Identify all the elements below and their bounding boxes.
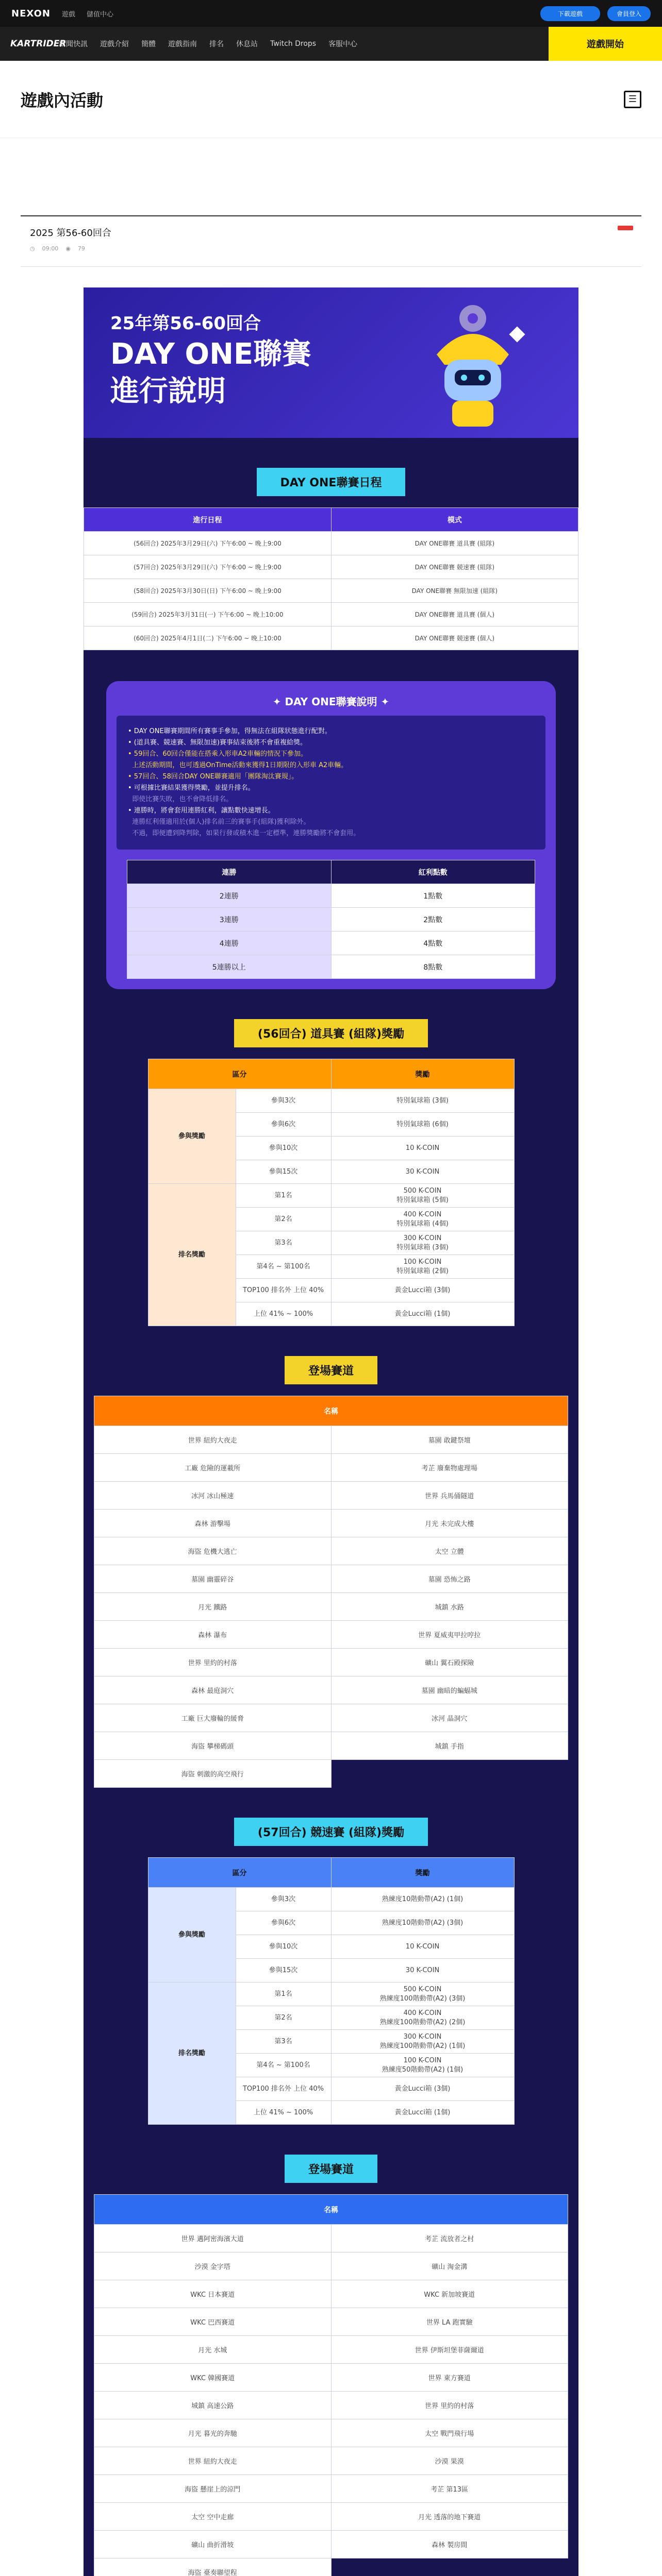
reward-prize: 400 K-COIN 熟練度100階動帶(A2) (2個) xyxy=(331,2006,514,2030)
table-row xyxy=(94,2336,568,2364)
schedule-header-mode: 模式 xyxy=(331,508,578,532)
track-name: 墓園 幽靈碎谷 xyxy=(94,1565,332,1593)
track-name: 礦山 淘金溝 xyxy=(331,2252,568,2280)
table-row xyxy=(94,1537,568,1565)
bonus-streak: 3連勝 xyxy=(127,908,332,931)
schedule-date: (56回合) 2025年3月29日(六) 下午6:00 ~ 晚上9:00 xyxy=(84,532,332,555)
nav-item-support[interactable]: 客服中心 xyxy=(328,40,358,48)
track-name: 月光 暮光的奔馳 xyxy=(94,2419,332,2447)
nav-item-twitch[interactable]: Twitch Drops xyxy=(270,40,317,48)
reward-condition: 參與3次 xyxy=(236,1888,331,1911)
track-name: 沙漠 果漠 xyxy=(331,2447,568,2475)
table-row xyxy=(84,626,578,650)
table-row xyxy=(94,1704,568,1732)
track-name: 墓園 敢鍵祭壇 xyxy=(331,1426,568,1454)
rules-line: 連勝紅利僅適用於(個人)排名前三的賽事手(組隊)獲利除外。 xyxy=(128,818,310,826)
reward-prize: 30 K-COIN xyxy=(331,1959,514,1982)
track-name xyxy=(331,2558,568,2576)
sparkle-icon: ✦ xyxy=(272,696,285,708)
track-name: 城鎮 手指 xyxy=(331,1732,568,1760)
reward-prize: 400 K-COIN 特別氣球箱 (4個) xyxy=(331,1208,514,1231)
track-name: 月光 未完成大樓 xyxy=(331,1510,568,1537)
nav-item-intro[interactable]: 遊戲介紹 xyxy=(100,40,129,48)
kartrider-logo[interactable]: KARTRIDER xyxy=(10,38,67,49)
eye-icon: ◉ xyxy=(65,245,71,252)
track-name: 考芷 廢棄物處理場 xyxy=(331,1454,568,1482)
track-name: 冰河 晶洞穴 xyxy=(331,1704,568,1732)
table-row xyxy=(148,1184,514,1208)
reward-prize: 黃金Lucci箱 (3個) xyxy=(331,2077,514,2101)
reward-condition: 第2名 xyxy=(236,1208,331,1231)
track-name: 月光 透落的地下賽道 xyxy=(331,2503,568,2531)
table-row xyxy=(94,2503,568,2531)
schedule-mode: DAY ONE聯賽 競速賽 (組隊) xyxy=(331,555,578,579)
reward-condition: 第3名 xyxy=(236,2030,331,2054)
track-name: 城鎮 水路 xyxy=(331,1593,568,1621)
mascot-illustration xyxy=(408,298,537,432)
reward-condition: 參與10次 xyxy=(236,1137,331,1160)
track-name: 海盜 懸崖上的涼門 xyxy=(94,2475,332,2503)
track-name: 世界 里約的村落 xyxy=(331,2392,568,2419)
reward-header-prize: 獎勵 xyxy=(331,1059,514,1089)
table-row xyxy=(84,603,578,626)
track-name: 世界 紐約大夜走 xyxy=(94,1426,332,1454)
track-name: 世界 紐約大夜走 xyxy=(94,2447,332,2475)
speed-reward-table xyxy=(148,1857,515,2125)
bonus-points: 1點數 xyxy=(331,884,535,908)
reward-condition: 參與15次 xyxy=(236,1959,331,1982)
track-name: 礦山 曲折滑坡 xyxy=(94,2531,332,2558)
reward-group: 參與獎勵 xyxy=(148,1888,236,1982)
track-name: 世界 兵馬俑隧道 xyxy=(331,1482,568,1510)
reward-prize: 10 K-COIN xyxy=(331,1137,514,1160)
table-row xyxy=(94,1426,568,1454)
main-nav xyxy=(0,27,662,61)
track-name: 世界 東方賽道 xyxy=(331,2364,568,2392)
track-name: 世界 LA 跑實驗 xyxy=(331,2308,568,2336)
reward-header-prize: 獎勵 xyxy=(331,1858,514,1888)
reward-condition: 參與10次 xyxy=(236,1935,331,1959)
table-row xyxy=(94,2392,568,2419)
table-row xyxy=(94,2558,568,2576)
reward-condition: 第4名 ~ 第100名 xyxy=(236,2054,331,2077)
table-row xyxy=(94,1593,568,1621)
speed-tracks-table xyxy=(94,2194,568,2576)
reward-condition: TOP100 排名外 上位 40% xyxy=(236,1279,331,1302)
track-name: WKC 日本賽道 xyxy=(94,2280,332,2308)
track-name: 冰河 冰山極速 xyxy=(94,1482,332,1510)
track-name: 城鎮 高速公路 xyxy=(94,2392,332,2419)
nav-item-guide-simple[interactable]: 簡體 xyxy=(141,40,156,48)
track-name: 世界 夏威夷甲拉哼拉 xyxy=(331,1621,568,1649)
table-row xyxy=(148,1089,514,1113)
reward-prize: 特別氣球箱 (6個) xyxy=(331,1113,514,1137)
track-name: 墓園 恐怖之路 xyxy=(331,1565,568,1593)
item-tracks-title: 登場賽道 xyxy=(285,1356,377,1384)
banner-subtitle: 25年第56-60回合 xyxy=(110,313,261,334)
table-row xyxy=(84,532,578,555)
schedule-date: (59回合) 2025年3月31日(一) 下午6:00 ~ 晚上10:00 xyxy=(84,603,332,626)
track-name: 世界 里約的村落 xyxy=(94,1649,332,1676)
bonus-table xyxy=(127,860,535,979)
rules-title: DAY ONE聯賽說明 xyxy=(285,696,377,708)
reward-condition: 參與3次 xyxy=(236,1089,331,1113)
track-name: 海盜 刺激的高空飛行 xyxy=(94,1760,332,1788)
article-header xyxy=(21,215,641,267)
reward-condition: 第1名 xyxy=(236,1184,331,1208)
speed-reward-title: (57回合) 競速賽 (組隊)獎勵 xyxy=(234,1818,428,1846)
table-row xyxy=(94,2531,568,2558)
schedule-date: (60回合) 2025年4月1日(二) 下午6:00 ~ 晚上10:00 xyxy=(84,626,332,650)
table-row xyxy=(148,1888,514,1911)
table-row xyxy=(84,555,578,579)
page-title: 遊戲內活動 xyxy=(21,90,104,110)
schedule-date: (57回合) 2025年3月29日(六) 下午6:00 ~ 晚上9:00 xyxy=(84,555,332,579)
table-row xyxy=(84,579,578,603)
top-link-shop[interactable]: 儲值中心 xyxy=(86,10,113,19)
schedule-mode: DAY ONE聯賽 無限加速 (組隊) xyxy=(331,579,578,603)
track-name xyxy=(331,1760,568,1788)
reward-prize: 熟練度10階動帶(A2) (1個) xyxy=(331,1888,514,1911)
reward-prize: 10 K-COIN xyxy=(331,1935,514,1959)
sparkle-icon: ✦ xyxy=(377,696,390,708)
table-row xyxy=(94,2280,568,2308)
track-name: WKC 巴西賽道 xyxy=(94,2308,332,2336)
track-name: 世界 邁阿密海濱大道 xyxy=(94,2225,332,2252)
speed-tracks-title: 登場賽道 xyxy=(285,2155,377,2183)
table-row xyxy=(94,1732,568,1760)
top-link-games[interactable]: 遊戲 xyxy=(61,10,75,19)
table-row xyxy=(94,1565,568,1593)
table-row xyxy=(127,908,535,931)
schedule-mode: DAY ONE聯賽 道具賽 (個人) xyxy=(331,603,578,626)
game-start-button[interactable]: 遊戲開始 xyxy=(549,27,662,61)
nav-item-lounge[interactable]: 休息站 xyxy=(236,40,258,48)
reward-condition: 上位 41% ~ 100% xyxy=(236,1302,331,1326)
track-name: 森林 最庭洞穴 xyxy=(94,1676,332,1704)
table-row xyxy=(94,2475,568,2503)
article-date: 09:00 xyxy=(42,245,59,252)
reward-condition: 第1名 xyxy=(236,1982,331,2006)
item-reward-title: (56回合) 道具賽 (組隊)獎勵 xyxy=(234,1019,428,1047)
bonus-points: 4點數 xyxy=(331,931,535,955)
table-row xyxy=(94,2252,568,2280)
reward-group: 排名獎勵 xyxy=(148,1184,236,1326)
tracks-header: 名稱 xyxy=(94,1396,568,1426)
track-name: 森林 游擊場 xyxy=(94,1510,332,1537)
schedule-mode: DAY ONE聯賽 道具賽 (組隊) xyxy=(331,532,578,555)
top-bar xyxy=(0,0,662,27)
reward-prize: 30 K-COIN xyxy=(331,1160,514,1184)
bonus-points: 8點數 xyxy=(331,955,535,979)
new-badge xyxy=(618,226,633,230)
table-row xyxy=(94,1621,568,1649)
rules-text xyxy=(117,716,545,850)
bonus-streak: 4連勝 xyxy=(127,931,332,955)
table-row xyxy=(94,2225,568,2252)
track-name: 森林 瀑布 xyxy=(94,1621,332,1649)
track-name: WKC 新加坡賽道 xyxy=(331,2280,568,2308)
download-button[interactable]: 下載遊戲 xyxy=(540,6,600,21)
table-row xyxy=(94,1454,568,1482)
reward-condition: 參與6次 xyxy=(236,1113,331,1137)
bonus-header-points: 紅利點數 xyxy=(331,860,535,884)
page-header xyxy=(0,61,662,138)
table-row xyxy=(94,2447,568,2475)
track-name: 考芷 第13區 xyxy=(331,2475,568,2503)
schedule-header-date: 進行日程 xyxy=(84,508,332,532)
nav-item-guide[interactable]: 遊戲指南 xyxy=(168,40,197,48)
rules-line: • DAY ONE聯賽期間所有賽事手參加，得無法在組隊狀態進行配對。 xyxy=(128,727,332,735)
rules-line: • (道具賽、競速賽、無限加速)賽事結束後將不會重複給獎。 xyxy=(128,739,307,747)
item-reward-table xyxy=(148,1059,515,1326)
article-title: 2025 第56-60回合 xyxy=(30,228,111,239)
schedule-mode: DAY ONE聯賽 競速賽 (個人) xyxy=(331,626,578,650)
rules-line: 不過，即便遭到降判除，如果行發或積木進一定標準，連勝獎勵將不會套用。 xyxy=(128,829,360,837)
track-name: 沙漠 金字塔 xyxy=(94,2252,332,2280)
reward-prize: 特別氣球箱 (3個) xyxy=(331,1089,514,1113)
reward-condition: 參與15次 xyxy=(236,1160,331,1184)
reward-condition: 第2名 xyxy=(236,2006,331,2030)
table-row xyxy=(94,1760,568,1788)
reward-prize: 黃金Lucci箱 (1個) xyxy=(331,2101,514,2125)
track-name: 海盜 危機大逃亡 xyxy=(94,1537,332,1565)
event-body xyxy=(84,287,578,2576)
rules-line: • 可根據比賽結果獲得獎勵，並提升排名。 xyxy=(128,784,255,792)
item-tracks-table xyxy=(94,1396,568,1788)
schedule-title: DAY ONE聯賽日程 xyxy=(257,468,406,496)
rules-line: • 連勝時，將會套用連勝紅利，讓點數快速增長。 xyxy=(128,807,275,815)
bonus-streak: 5連勝以上 xyxy=(127,955,332,979)
reward-prize: 300 K-COIN 熟練度100階動帶(A2) (1個) xyxy=(331,2030,514,2054)
reward-prize: 100 K-COIN 熟練度50階動帶(A2) (1個) xyxy=(331,2054,514,2077)
track-name: 海盜 臺奏聯望程 xyxy=(94,2558,332,2576)
reward-prize: 300 K-COIN 特別氣球箱 (3個) xyxy=(331,1231,514,1255)
nexon-logo[interactable]: NEXON xyxy=(11,8,51,19)
schedule-date: (58回合) 2025年3月30日(日) 下午6:00 ~ 晚上9:00 xyxy=(84,579,332,603)
table-row xyxy=(94,2308,568,2336)
nav-item-ranking[interactable]: 排名 xyxy=(209,40,224,48)
tracks-header: 名稱 xyxy=(94,2195,568,2225)
table-row xyxy=(127,931,535,955)
reward-condition: 參與6次 xyxy=(236,1911,331,1935)
banner-title-line1: DAY ONE聯賽 xyxy=(110,337,311,371)
track-name: 世界 伊斯坦堡菲薩爾道 xyxy=(331,2336,568,2364)
rules-line: 即使比賽失敗，也不會降低排名。 xyxy=(128,795,233,803)
rules-box xyxy=(106,681,556,989)
reward-condition: TOP100 排名外 上位 40% xyxy=(236,2077,331,2101)
reward-prize: 100 K-COIN 特別氣球箱 (2個) xyxy=(331,1255,514,1279)
table-row xyxy=(94,2419,568,2447)
bonus-streak: 2連勝 xyxy=(127,884,332,908)
login-button[interactable]: 會員登入 xyxy=(607,6,651,21)
track-name: 礦山 翼石殿探險 xyxy=(331,1649,568,1676)
track-name: 海盜 攀梯碼頭 xyxy=(94,1732,332,1760)
rules-line: • 59回合、60回合僅能在搭乘入形車A2車輛的情況下參加。 xyxy=(128,750,308,758)
reward-group: 參與獎勵 xyxy=(148,1089,236,1184)
rules-line: 上述活動期間，也可透過OnTime活動來獲得1日期限的入形車 A2車輛。 xyxy=(128,761,348,769)
track-name: 太空 立體 xyxy=(331,1537,568,1565)
reward-condition: 第4名 ~ 第100名 xyxy=(236,1255,331,1279)
track-name: 月光 水城 xyxy=(94,2336,332,2364)
event-banner xyxy=(84,287,578,438)
reward-prize: 500 K-COIN 熟練度100階動帶(A2) (3個) xyxy=(331,1982,514,2006)
track-name: 考芷 流放者之村 xyxy=(331,2225,568,2252)
reward-header-category: 區分 xyxy=(148,1858,331,1888)
reward-prize: 熟練度10階動帶(A2) (3個) xyxy=(331,1911,514,1935)
list-icon[interactable]: ☰ xyxy=(624,91,641,108)
reward-prize: 黃金Lucci箱 (3個) xyxy=(331,1279,514,1302)
table-row xyxy=(94,2364,568,2392)
table-row xyxy=(94,1649,568,1676)
reward-condition: 第3名 xyxy=(236,1231,331,1255)
table-row xyxy=(127,884,535,908)
reward-header-category: 區分 xyxy=(148,1059,331,1089)
track-name: 工廠 危險的運載所 xyxy=(94,1454,332,1482)
bonus-points: 2點數 xyxy=(331,908,535,931)
reward-prize: 500 K-COIN 特別氣球箱 (5個) xyxy=(331,1184,514,1208)
reward-group: 排名獎勵 xyxy=(148,1982,236,2125)
bonus-header-streak: 連勝 xyxy=(127,860,332,884)
clock-icon: ◷ xyxy=(30,245,35,252)
table-row xyxy=(94,1482,568,1510)
track-name: 森林 製房間 xyxy=(331,2531,568,2558)
table-row xyxy=(94,1676,568,1704)
track-name: 月光 鐵路 xyxy=(94,1593,332,1621)
schedule-table xyxy=(84,507,578,650)
track-name: 太空 空中走廊 xyxy=(94,2503,332,2531)
table-row xyxy=(148,1982,514,2006)
table-row xyxy=(94,1510,568,1537)
reward-prize: 黃金Lucci箱 (1個) xyxy=(331,1302,514,1326)
track-name: 墓園 幽暗的蝙蝠城 xyxy=(331,1676,568,1704)
track-name: 工廠 巨大廢輪的緩脅 xyxy=(94,1704,332,1732)
article-views: 79 xyxy=(77,245,85,252)
track-name: WKC 韓國賽道 xyxy=(94,2364,332,2392)
banner-title-line2: 進行說明 xyxy=(110,375,226,408)
reward-condition: 上位 41% ~ 100% xyxy=(236,2101,331,2125)
nav-item-news[interactable]: 新聞快訊 xyxy=(59,40,88,48)
track-name: 太空 戰門飛行場 xyxy=(331,2419,568,2447)
table-row xyxy=(127,955,535,979)
rules-line: • 57回合、58回合DAY ONE聯賽適用「團隊淘汰賽規」。 xyxy=(128,773,299,781)
